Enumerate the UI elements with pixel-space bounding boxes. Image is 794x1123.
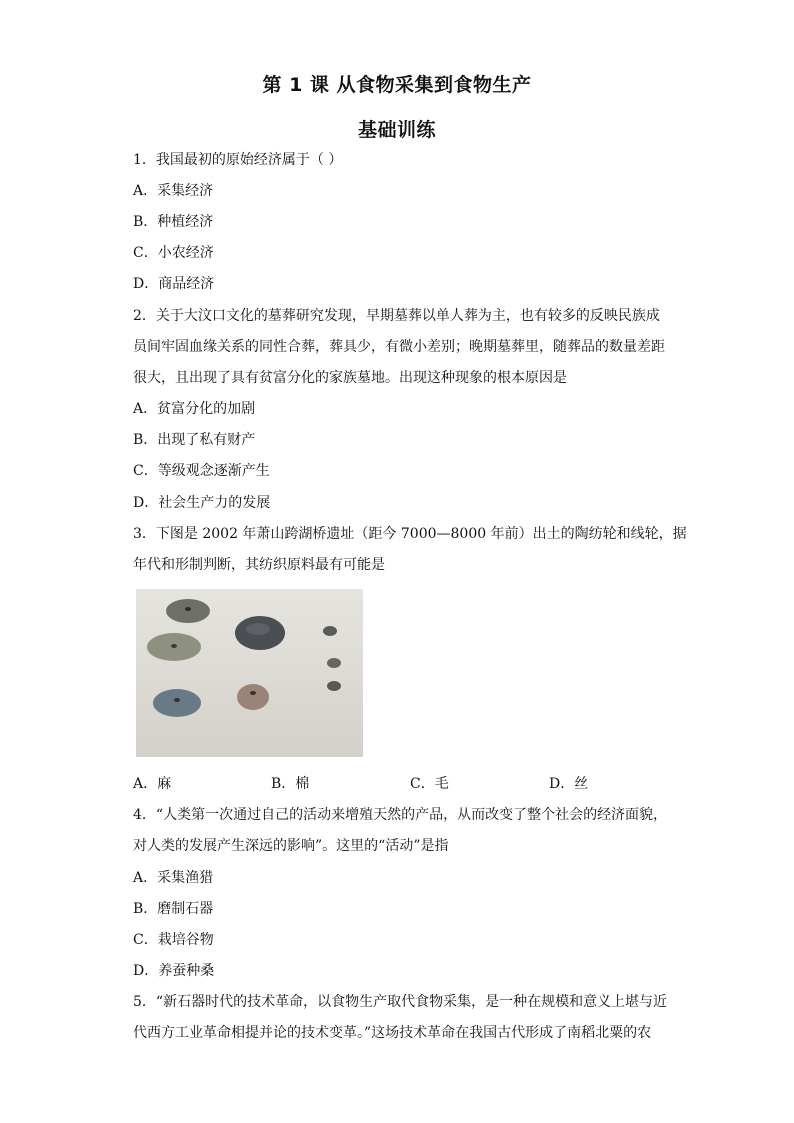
question-2-stem-line: 很大，且出现了具有贫富分化的家族墓地。出现这种现象的根本原因是 — [133, 370, 567, 386]
question-5-stem-line: 5．“新石器时代的技术革命，以食物生产取代食物采集，是一种在规模和意义上堪与近 — [133, 994, 668, 1010]
question-2-stem-line: 员间牢固血缘关系的同性合葬，葬具少，有微小差别；晚期墓葬里，随葬品的数量差距 — [133, 339, 665, 355]
thread-wheel-3 — [327, 681, 341, 691]
q4-option-c: C．栽培谷物 — [133, 932, 214, 948]
q2-option-d: D．社会生产力的发展 — [133, 495, 271, 511]
q2-option-b: B．出现了私有财产 — [133, 432, 256, 448]
spindle-whorls-illustration — [136, 589, 363, 757]
thread-wheel-2 — [327, 658, 341, 668]
question-3-stem-line: 3．下图是 2002 年萧山跨湖桥遗址（距今 7000—8000 年前）出土的陶纺轮和线轮，据 — [133, 526, 687, 542]
q4-option-d: D．养蚕种桑 — [133, 963, 215, 979]
q1-option-a: A．采集经济 — [133, 183, 214, 199]
q3-option-d: D．丝 — [549, 776, 589, 792]
q1-option-d: D．商品经济 — [133, 276, 215, 292]
whorl-bottom-left — [153, 689, 201, 717]
q2-option-a: A．贫富分化的加剧 — [133, 401, 256, 417]
q2-option-c: C．等级观念逐渐产生 — [133, 463, 270, 479]
q3-option-c: C．毛 — [410, 776, 449, 792]
q3-option-b: B．棉 — [271, 776, 310, 792]
question-5-stem-line: 代西方工业革命相提并论的技术变革。”这场技术革命在我国古代形成了南稻北粟的农 — [133, 1025, 652, 1041]
q3-option-a: A．麻 — [133, 776, 172, 792]
question-4-stem-line: 对人类的发展产生深远的影响”。这里的“活动”是指 — [133, 838, 449, 854]
section-title: 基础训练 — [357, 119, 436, 141]
q4-option-a: A．采集渔猎 — [133, 870, 214, 886]
whorl-reddish — [237, 684, 269, 710]
q1-option-b: B．种植经济 — [133, 214, 214, 230]
q4-option-b: B．磨制石器 — [133, 901, 214, 917]
thread-wheel-1 — [323, 626, 337, 636]
page-title: 第 1 课 从食物采集到食物生产 — [262, 74, 532, 96]
spindle-whorls-photo — [136, 589, 363, 757]
question-2-stem-line: 2．关于大汶口文化的墓葬研究发现，早期墓葬以单人葬为主，也有较多的反映民族成 — [133, 308, 660, 324]
q1-option-c: C．小农经济 — [133, 245, 214, 261]
question-4-stem-line: 4．“人类第一次通过自己的活动来增殖天然的产品，从而改变了整个社会的经济面貌， — [133, 807, 668, 823]
question-1-stem: 1．我国最初的原始经济属于（ ） — [133, 152, 343, 168]
question-3-stem-line: 年代和形制判断，其纺织原料最有可能是 — [133, 557, 385, 573]
